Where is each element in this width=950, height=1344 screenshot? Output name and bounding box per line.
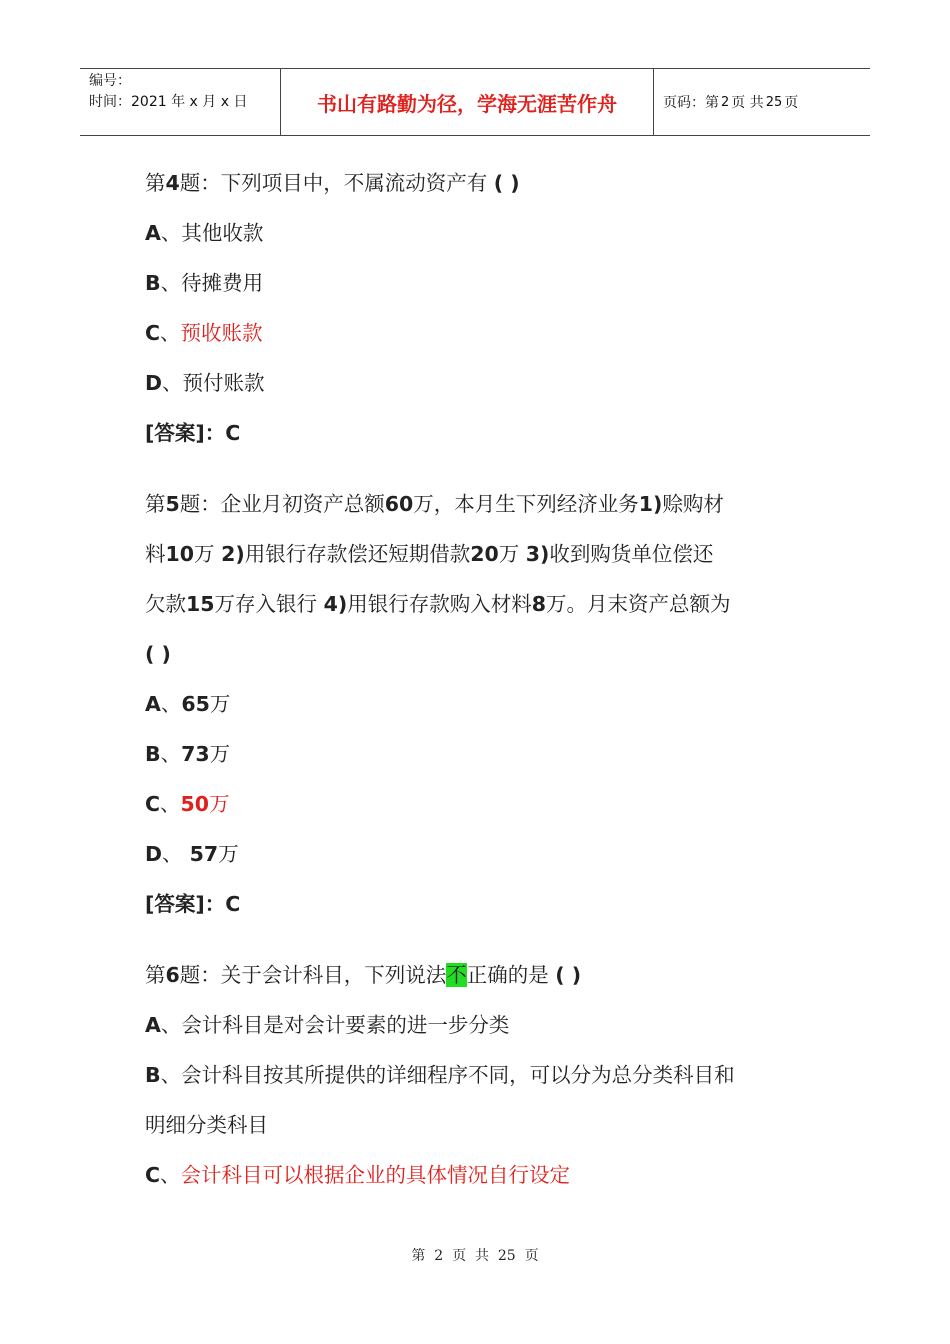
header-info	[80, 69, 281, 135]
highlighted-word: 不	[446, 963, 467, 987]
header-page-info	[654, 69, 870, 135]
q6-option-b: B、会计科目按其所提供的详细程序不同，可以分为总分类科目和	[145, 1063, 735, 1087]
q5-answer: [答案]：C	[145, 892, 241, 916]
q5-option-d: D、 57万	[145, 842, 239, 866]
q5-line-4: ( )	[145, 642, 171, 666]
q6-option-c: C、会计科目可以根据企业的具体情况自行设定	[145, 1163, 571, 1187]
q6-option-a: A、会计科目是对会计要素的进一步分类	[145, 1013, 510, 1037]
q5-line-3: 欠款15万存入银行 4)用银行存款购入材料8万。月末资产总额为	[145, 592, 731, 616]
q6-title: 第6题：关于会计科目，下列说法不正确的是 ( )	[145, 963, 582, 987]
q4-title: 第4题：下列项目中，不属流动资产有 ( )	[145, 171, 520, 195]
q4-option-c: C、预收账款	[145, 321, 263, 345]
time-label: 时间：2021 年 x 月 x 日	[89, 94, 248, 110]
q5-line-2: 料10万 2)用银行存款偿还短期借款20万 3)收到购货单位偿还	[145, 542, 714, 566]
q6-option-b-cont: 明细分类科目	[145, 1113, 268, 1137]
q4-answer: [答案]：C	[145, 421, 241, 445]
page-current: 2	[721, 94, 730, 110]
header-motto: 书山有路勤为径，学海无涯苦作舟	[317, 91, 617, 116]
header-motto-cell	[281, 69, 654, 135]
page-header	[80, 68, 870, 136]
page-footer: 第 2 页 共 25 页	[411, 1248, 539, 1264]
q5-option-a: A、65万	[145, 692, 231, 716]
q4-option-d: D、预付账款	[145, 371, 265, 395]
q5-line-1: 第5题：企业月初资产总额60万，本月生下列经济业务1)赊购材	[145, 492, 724, 516]
page-suffix: 页	[784, 95, 799, 111]
q4-option-b: B、待摊费用	[145, 271, 264, 295]
number-label: 编号：	[89, 73, 131, 89]
q5-option-c: C、50万	[145, 792, 230, 816]
page-total: 25	[765, 94, 783, 110]
document-body	[145, 158, 825, 1200]
q5-option-b: B、73万	[145, 742, 231, 766]
page-mid: 页 共	[731, 95, 764, 111]
q4-option-a: A、其他收款	[145, 221, 264, 245]
page-prefix: 页码：第	[663, 95, 719, 111]
